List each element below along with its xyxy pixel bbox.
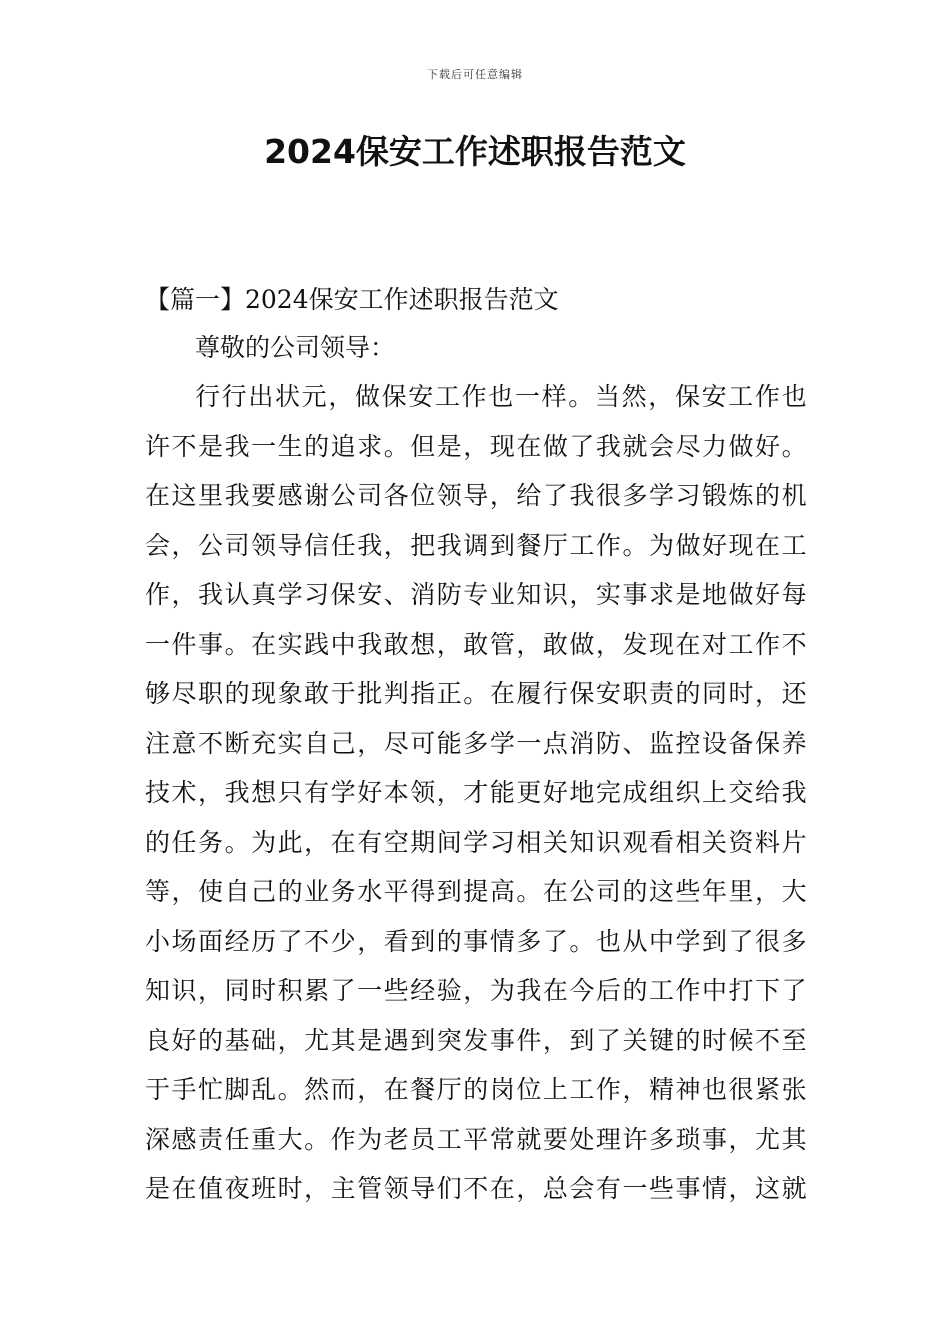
paragraph-line: 是在值夜班时，主管领导们不在，总会有一些事情，这就 bbox=[145, 1174, 807, 1203]
paragraph-line: 在这里我要感谢公司各位领导，给了我很多学习锻炼的机 bbox=[145, 481, 807, 510]
paragraph-line: 会，公司领导信任我，把我调到餐厅工作。为做好现在工 bbox=[145, 530, 807, 560]
paragraph-line: 良好的基础，尤其是遇到突发事件，到了关键的时候不至 bbox=[145, 1025, 807, 1055]
section-heading: 【篇一】2024保安工作述职报告范文 bbox=[145, 285, 559, 314]
paragraph-line: 够尽职的现象敢于批判指正。在履行保安职责的同时，还 bbox=[145, 679, 807, 708]
paragraph-line: 作，我认真学习保安、消防专业知识，实事求是地做好每 bbox=[145, 580, 807, 609]
document-title: 2024保安工作述职报告范文 bbox=[264, 132, 686, 171]
paragraph-line: 行行出状元，做保安工作也一样。当然，保安工作也 bbox=[195, 382, 807, 411]
document-body bbox=[145, 276, 807, 1214]
paragraph-line: 注意不断充实自己，尽可能多学一点消防、监控设备保养 bbox=[145, 728, 807, 758]
paragraph-line: 的任务。为此，在有空期间学习相关知识观看相关资料片 bbox=[145, 827, 807, 857]
paragraph-line: 小场面经历了不少，看到的事情多了。也从中学到了很多 bbox=[145, 926, 807, 956]
paragraph-line: 深感责任重大。作为老员工平常就要处理许多琐事，尤其 bbox=[145, 1124, 807, 1154]
header-note: 下载后可任意编辑 bbox=[427, 68, 523, 81]
paragraph-line: 许不是我一生的追求。但是，现在做了我就会尽力做好。 bbox=[145, 431, 807, 461]
paragraph bbox=[145, 372, 807, 1214]
paragraph-line: 于手忙脚乱。然而，在餐厅的岗位上工作，精神也很紧张 bbox=[145, 1075, 807, 1104]
paragraph-line: 一件事。在实践中我敢想，敢管，敢做，发现在对工作不 bbox=[145, 629, 807, 659]
paragraph-line: 等，使自己的业务水平得到提高。在公司的这些年里，大 bbox=[145, 877, 807, 906]
paragraph-line: 知识，同时积累了一些经验，为我在今后的工作中打下了 bbox=[145, 976, 807, 1005]
paragraph-line: 技术，我想只有学好本领，才能更好地完成组织上交给我 bbox=[145, 778, 807, 807]
salutation: 尊敬的公司领导： bbox=[195, 333, 396, 362]
